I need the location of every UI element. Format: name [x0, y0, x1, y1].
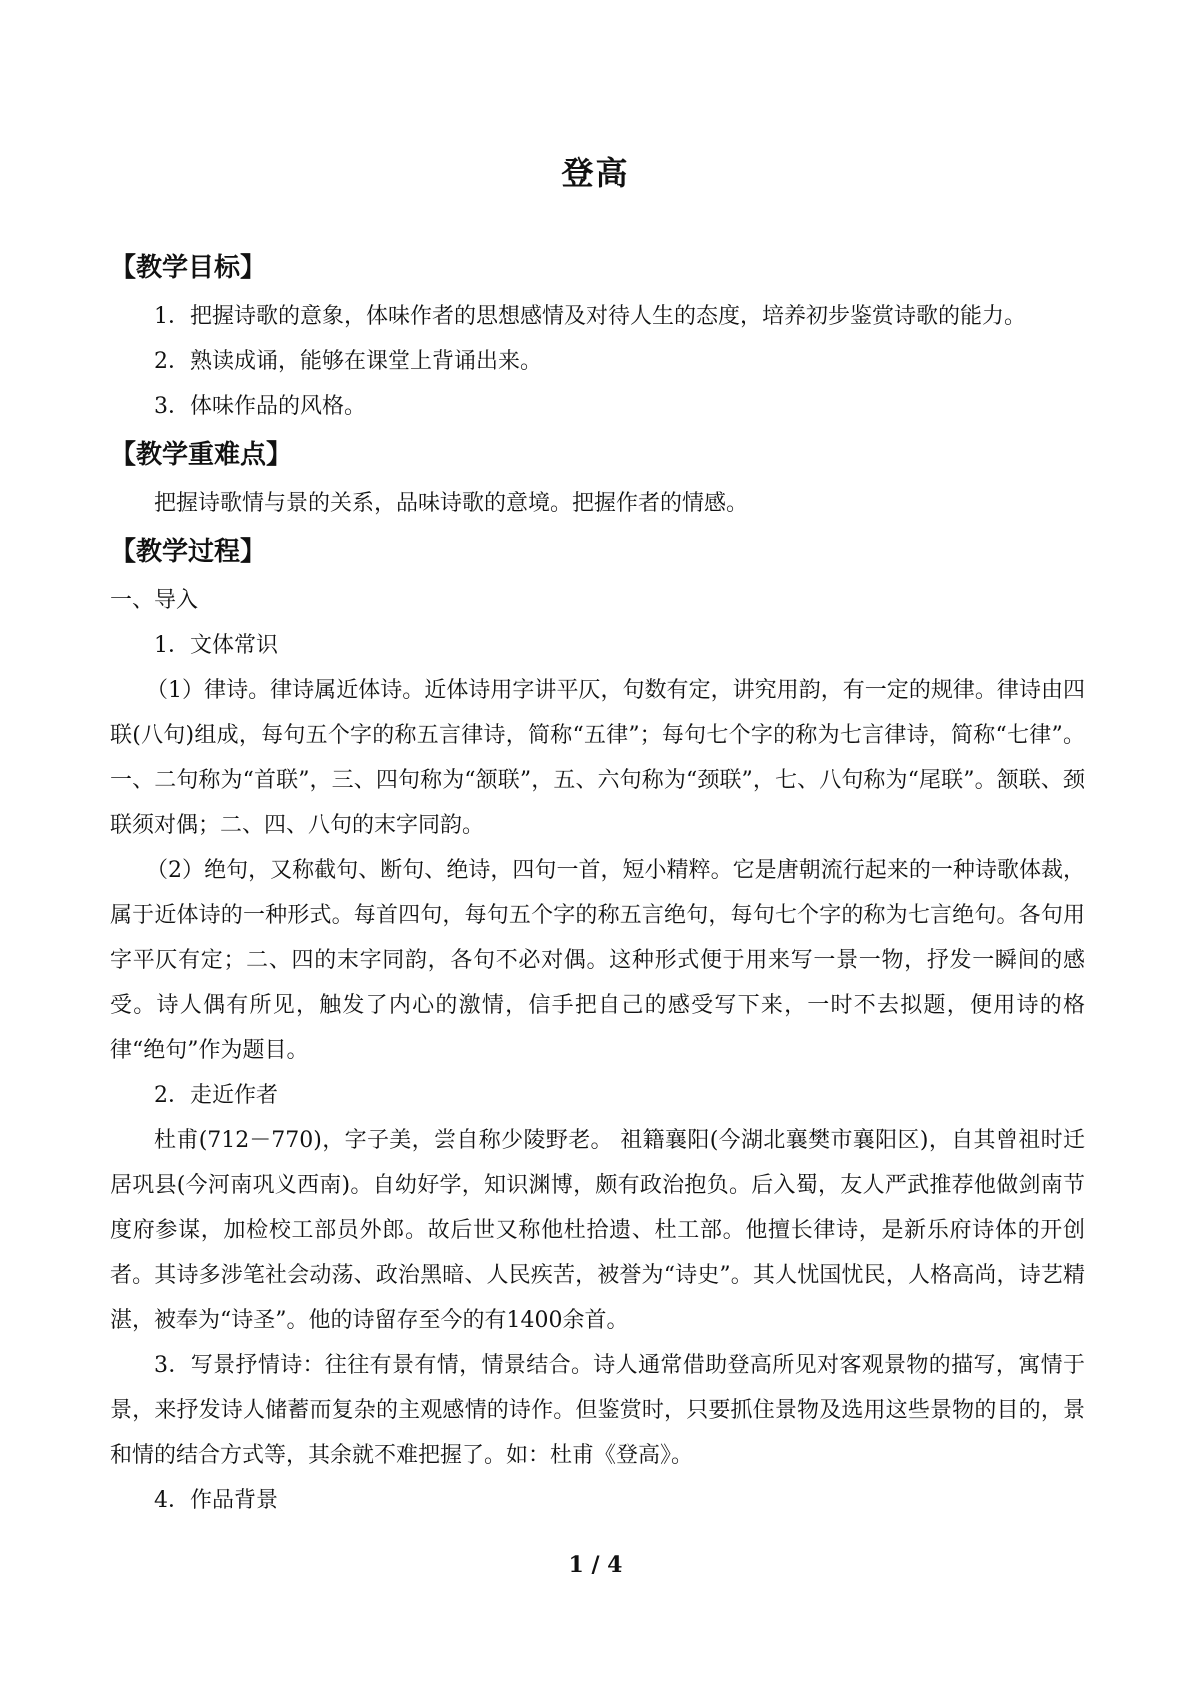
objective-item-2: 2．熟读成诵，能够在课堂上背诵出来。 [154, 349, 542, 374]
lvshi-paragraph: （1）律诗。律诗属近体诗。近体诗用字讲平仄，句数有定，讲究用韵，有一定的规律。律诗由四联(八句)组成，每句五个字的称五言律诗，简称“五律”；每句七个字的称为七言律诗，简称“七律”。一、二句称为“首联”，三、四句称为“颔联”，五、六句称为“颈联”，七、八句称为“尾联”。颔联、颈联须对偶；二、四、八句的末字同韵。 [110, 678, 1085, 838]
objective-item-1: 1．把握诗歌的意象，体味作者的思想感情及对待人生的态度，培养初步鉴赏诗歌的能力。 [154, 304, 1027, 329]
sub4-title: 4．作品背景 [154, 1488, 278, 1513]
sub1-title: 1．文体常识 [154, 633, 278, 658]
key-points-heading: 【教学重难点】 [110, 440, 293, 470]
author-paragraph: 杜甫(712－770)，字子美，尝自称少陵野老。 祖籍襄阳(今湖北襄樊市襄阳区)，自其曾祖时迁居巩县(今河南巩义西南)。自幼好学，知识渊博，颇有政治抱负。后入蜀，友人严武推荐他做剑南节度府参谋，加检校工部员外郎。故后世又称他杜拾遗、杜工部。他擅长律诗，是新乐府诗体的开创者。其诗多涉笔社会动荡、政治黑暗、人民疾苦，被誉为“诗史”。其人忧国忧民，人格高尚，诗艺精湛，被奉为“诗圣”。他的诗留存至今的有1400余首。 [110, 1128, 1085, 1333]
process-heading: 【教学过程】 [110, 537, 267, 567]
page-number: 1 / 4 [568, 1552, 623, 1578]
part1-title: 一、导入 [110, 588, 199, 613]
key-points-text: 把握诗歌情与景的关系，品味诗歌的意境。把握作者的情感。 [154, 491, 749, 516]
sub2-title: 2．走近作者 [154, 1083, 278, 1108]
jueju-paragraph: （2）绝句，又称截句、断句、绝诗，四句一首，短小精粹。它是唐朝流行起来的一种诗歌体裁，属于近体诗的一种形式。每首四句，每句五个字的称五言绝句，每句七个字的称为七言绝句。各句用字平仄有定；二、四的末字同韵，各句不必对偶。这种形式便于用来写一景一物，抒发一瞬间的感受。诗人偶有所见，触发了内心的激情，信手把自己的感受写下来，一时不去拟题，便用诗的格律“绝句”作为题目。 [110, 858, 1085, 1063]
objectives-heading: 【教学目标】 [110, 253, 267, 283]
document-body [110, 242, 1085, 1523]
document-title: 登高 [561, 154, 630, 192]
sub3-paragraph: 3．写景抒情诗：往往有景有情，情景结合。诗人通常借助登高所见对客观景物的描写，寓情于景，来抒发诗人储蓄而复杂的主观感情的诗作。但鉴赏时，只要抓住景物及选用这些景物的目的，景和情的结合方式等，其余就不难把握了。如：杜甫《登高》。 [110, 1353, 1085, 1468]
objective-item-3: 3．体味作品的风格。 [154, 394, 366, 419]
